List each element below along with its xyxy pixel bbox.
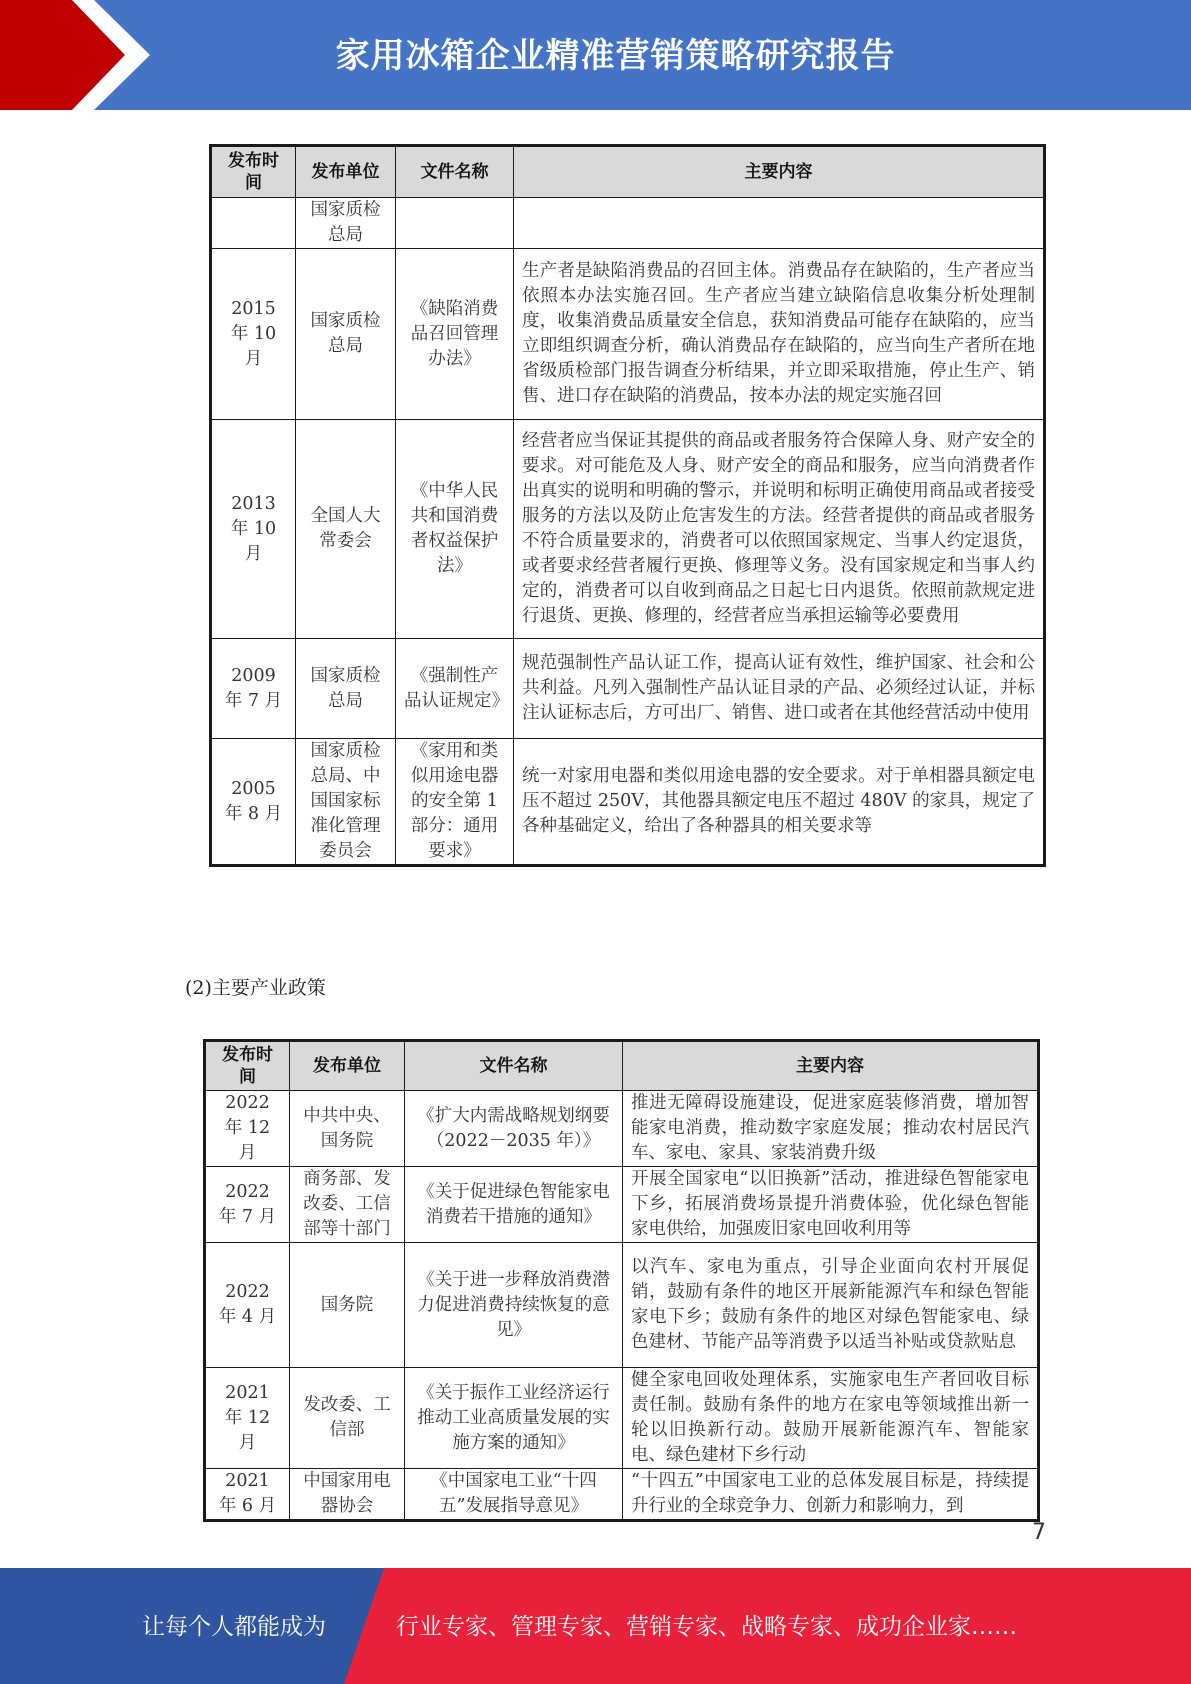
col-header-content: 主要内容	[623, 1041, 1039, 1091]
cell-doc: 《关于促进绿色智能家电消费若干措施的通知》	[405, 1167, 623, 1243]
table-row	[211, 739, 1045, 866]
cell-content: “十四五”中国家电工业的总体发展目标是，持续提升行业的全球竞争力、创新力和影响力，到	[623, 1469, 1039, 1521]
cell-content: 健全家电回收处理体系，实施家电生产者回收目标责任制。鼓励有条件的地方在家电等领域推出新一轮以旧换新行动。鼓励开展新能源汽车、智能家电、绿色建材下乡行动	[623, 1368, 1039, 1469]
cell-doc: 《关于进一步释放消费潜力促进消费持续恢复的意见》	[405, 1243, 623, 1368]
cell-doc: 《中华人民共和国消费者权益保护法》	[396, 420, 514, 639]
col-header-unit: 发布单位	[296, 146, 396, 198]
table-row	[205, 1243, 1039, 1368]
cell-time	[211, 198, 296, 249]
cell-content: 推进无障碍设施建设，促进家庭装修消费，增加智能家电消费，推动数字家庭发展；推动农村居民汽车、家电、家具、家装消费升级	[623, 1091, 1039, 1167]
cell-doc: 《扩大内需战略规划纲要（2022－2035 年）》	[405, 1091, 623, 1167]
cell-unit: 全国人大常委会	[296, 420, 396, 639]
cell-content: 开展全国家电“以旧换新”活动，推进绿色智能家电下乡，拓展消费场景提升消费体验，优化绿色智能家电供给，加强废旧家电回收利用等	[623, 1167, 1039, 1243]
cell-unit: 国务院	[290, 1243, 405, 1368]
table-row	[211, 639, 1045, 739]
footer-banner	[0, 1568, 1191, 1684]
cell-unit: 中共中央、国务院	[290, 1091, 405, 1167]
cell-content: 统一对家用电器和类似用途电器的安全要求。对于单相器具额定电压不超过 250V，其他器具额定电压不超过 480V 的家具，规定了各种基础定义，给出了各种器具的相关要求等	[514, 739, 1045, 866]
cell-doc: 《缺陷消费品召回管理办法》	[396, 249, 514, 420]
cell-time: 2015 年 10 月	[211, 249, 296, 420]
cell-time: 2009 年 7 月	[211, 639, 296, 739]
header-banner	[0, 0, 1191, 110]
cell-doc: 《关于振作工业经济运行 推动工业高质量发展的实施方案的通知》	[405, 1368, 623, 1469]
section-heading: (2)主要产业政策	[185, 977, 326, 999]
cell-unit: 国家质检总局	[296, 198, 396, 249]
cell-content: 生产者是缺陷消费品的召回主体。消费品存在缺陷的，生产者应当依照本办法实施召回。生产者应当建立缺陷信息收集分析处理制度，收集消费品质量安全信息，获知消费品可能存在缺陷的，应当立即组织调查分析，确认消费品存在缺陷的，应当向生产者所在地省级质检部门报告调查分析结果，并立即采取措施，停止生产、销售、进口存在缺陷的消费品，按本办法的规定实施召回	[514, 249, 1045, 420]
table-row	[211, 249, 1045, 420]
cell-content	[514, 198, 1045, 249]
table-row	[205, 1469, 1039, 1521]
cell-time: 2022 年 4 月	[205, 1243, 290, 1368]
cell-content: 经营者应当保证其提供的商品或者服务符合保障人身、财产安全的要求。对可能危及人身、财产安全的商品和服务，应当向消费者作出真实的说明和明确的警示，并说明和标明正确使用商品或者接受服务的方法以及防止危害发生的方法。经营者提供的商品或者服务不符合质量要求的，消费者可以依照国家规定、当事人约定退货，或者要求经营者履行更换、修理等义务。没有国家规定和当事人约定的，消费者可以自收到商品之日起七日内退货。依照前款规定进行退货、更换、修理的，经营者应当承担运输等必要费用	[514, 420, 1045, 639]
page-number: 7	[1032, 1520, 1046, 1545]
table-row	[211, 420, 1045, 639]
cell-unit: 发改委、工信部	[290, 1368, 405, 1469]
cell-content: 规范强制性产品认证工作，提高认证有效性，维护国家、社会和公共利益。凡列入强制性产品认证目录的产品、必须经过认证，并标注认证标志后，方可出厂、销售、进口或者在其他经营活动中使用	[514, 639, 1045, 739]
footer-slogan-right: 行业专家、管理专家、营销专家、战略专家、成功企业家……	[396, 1614, 1017, 1640]
cell-unit: 国家质检总局、中国国家标准化管理委员会	[296, 739, 396, 866]
regulations-table	[209, 144, 1046, 867]
cell-unit: 中国家用电器协会	[290, 1469, 405, 1521]
report-title: 家用冰箱企业精准营销策略研究报告	[335, 36, 896, 76]
cell-time: 2013 年 10 月	[211, 420, 296, 639]
col-header-doc: 文件名称	[405, 1041, 623, 1091]
cell-time: 2005 年 8 月	[211, 739, 296, 866]
cell-doc: 《家用和类似用途电器的安全第 1 部分：通用要求》	[396, 739, 514, 866]
col-header-content: 主要内容	[514, 146, 1045, 198]
cell-time: 2021 年 6 月	[205, 1469, 290, 1521]
table-header-row	[205, 1041, 1039, 1091]
cell-unit: 商务部、发改委、工信部等十部门	[290, 1167, 405, 1243]
table-row	[205, 1167, 1039, 1243]
cell-time: 2022 年 12 月	[205, 1091, 290, 1167]
cell-doc: 《中国家电工业“十四五”发展指导意见》	[405, 1469, 623, 1521]
cell-unit: 国家质检总局	[296, 639, 396, 739]
cell-content: 以汽车、家电为重点，引导企业面向农村开展促销，鼓励有条件的地区开展新能源汽车和绿色智能家电下乡；鼓励有条件的地区对绿色智能家电、绿色建材、节能产品等消费予以适当补贴或贷款贴息	[623, 1243, 1039, 1368]
col-header-doc: 文件名称	[396, 146, 514, 198]
table-row	[211, 198, 1045, 249]
industry-policy-table	[203, 1039, 1040, 1522]
cell-doc	[396, 198, 514, 249]
footer-slogan-left: 让每个人都能成为	[142, 1614, 326, 1640]
cell-unit: 国家质检总局	[296, 249, 396, 420]
col-header-time: 发布时间	[211, 146, 296, 198]
cell-time: 2022 年 7 月	[205, 1167, 290, 1243]
cell-time: 2021 年 12 月	[205, 1368, 290, 1469]
table-row	[205, 1091, 1039, 1167]
col-header-time: 发布时间	[205, 1041, 290, 1091]
cell-doc: 《强制性产品认证规定》	[396, 639, 514, 739]
col-header-unit: 发布单位	[290, 1041, 405, 1091]
table-row	[205, 1368, 1039, 1469]
table-header-row	[211, 146, 1045, 198]
